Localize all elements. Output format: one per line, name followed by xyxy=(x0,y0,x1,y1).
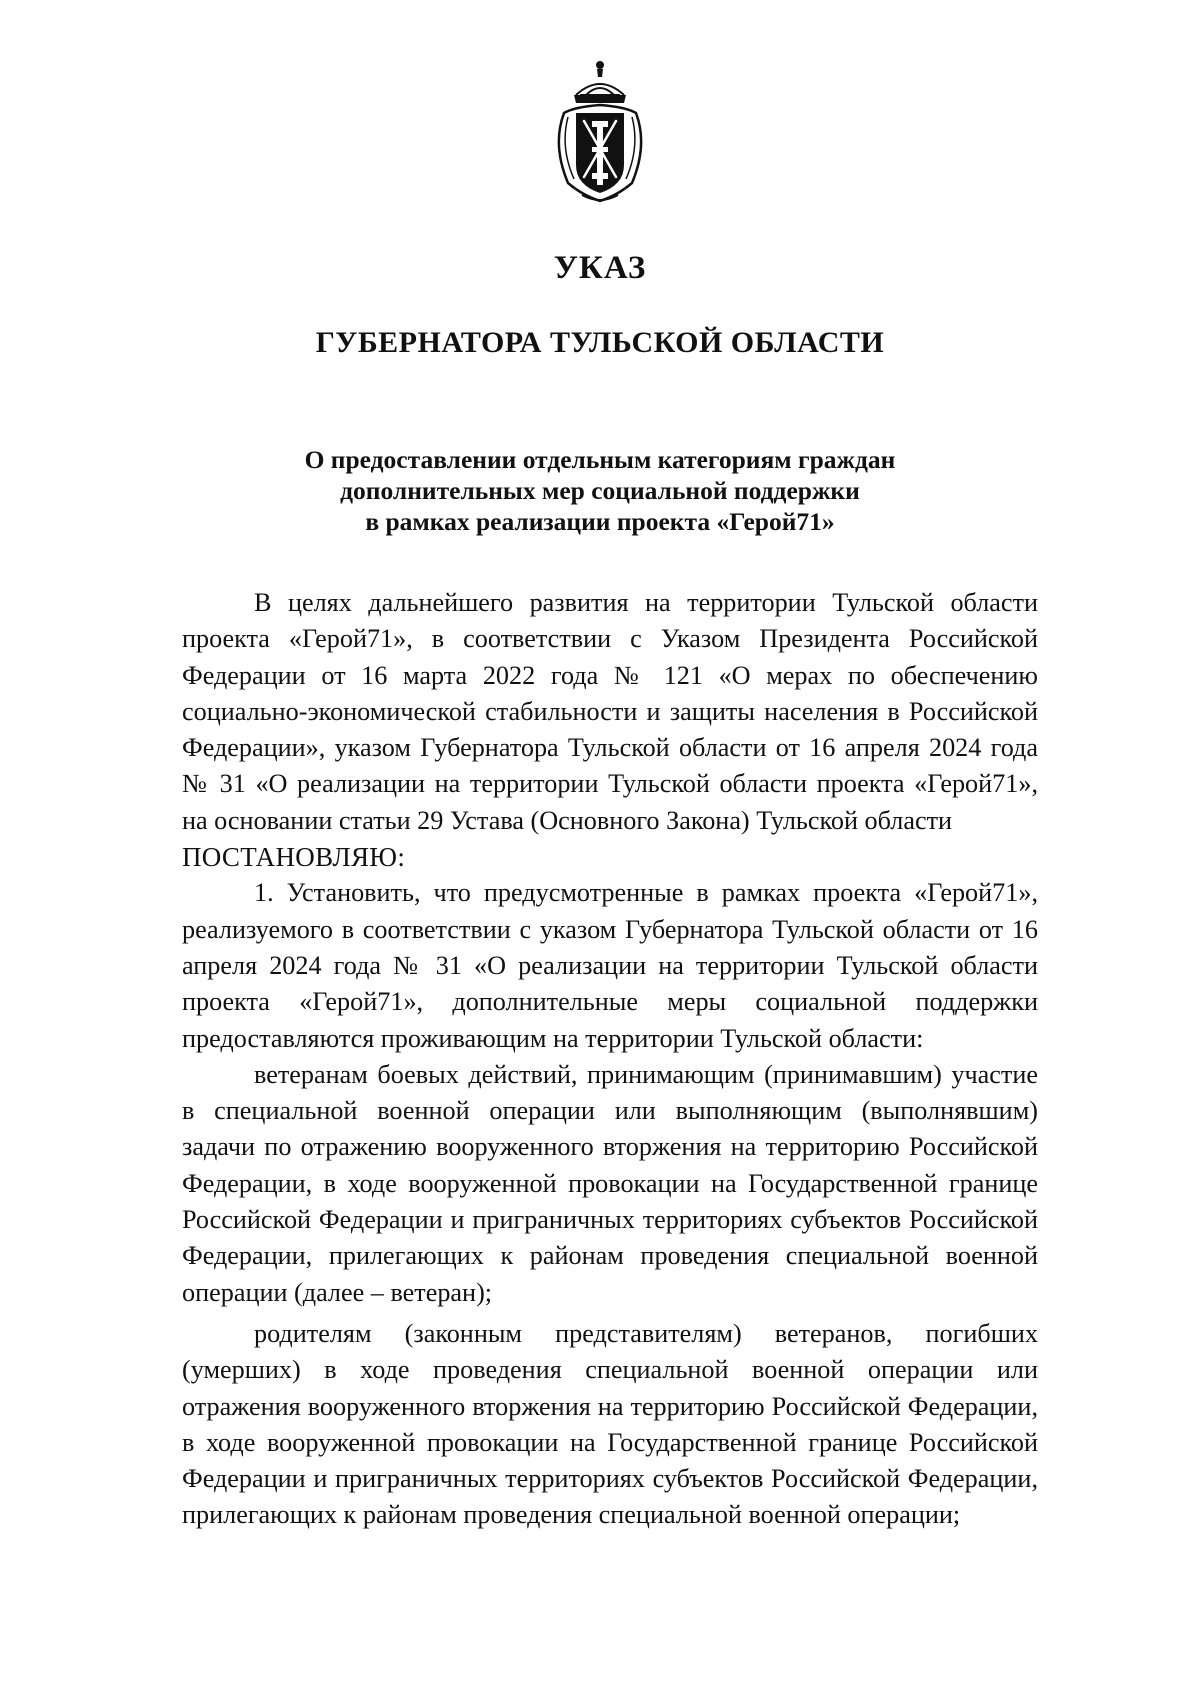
clause-paragraph: 1. Установить, что предусмотренные в рамках проекта «Герой71», реализуемого в соответствии с указом Губернатора Тульской области от 16 апреля 2024 года № 31 «О реализации на территории Тульской области проекта «Герой71», дополнительные меры социальной поддержки предоставляются проживающим на территории Тульской области: xyxy=(182,878,1038,1053)
subject-line: дополнительных мер социальной поддержки xyxy=(340,476,860,505)
subject-line: О предоставлении отдельным категориям граждан xyxy=(304,445,896,474)
document-subject xyxy=(180,444,1020,537)
document-issuer: ГУБЕРНАТОРА ТУЛЬСКОЙ ОБЛАСТИ xyxy=(315,326,885,359)
list-item-parents: родителям (законным представителям) ветеранов, погибших (умерших) в ходе проведения специальной военной операции или отражения вооруженного вторжения на территорию Российской Федерации, в ходе вооруженной провокации на Государственной границе Российской Федерации и приграничных территориях субъектов Российской Федерации, прилегающих к районам проведения специальной военной операции; xyxy=(182,1318,1038,1530)
preamble-paragraph: В целях дальнейшего развития на территории Тульской области проекта «Герой71», в соответствии с Указом Президента Российской Федерации от 16 марта 2022 года № 121 «О мерах по обеспечению социально-экономической стабильности и защиты населения в Российской Федерации», указом Губернатора Тульской области от 16 апреля 2024 года № 31 «О реализации на территории Тульской области проекта «Герой71», на основании статьи 29 Устава (Основного Закона) Тульской области xyxy=(182,588,1038,835)
tula-coat-of-arms-icon xyxy=(546,55,654,205)
document-title: УКАЗ xyxy=(553,250,647,286)
subject-line: в рамках реализации проекта «Герой71» xyxy=(365,507,835,536)
list-item-veterans: ветеранам боевых действий, принимающим (принимавшим) участие в специальной военной операции или выполняющим (выполнявшим) задачи по отражению вооруженного вторжения на территорию Российской Федерации, в ходе вооруженной провокации на Государственной границе Российской Федерации и приграничных территориях субъектов Российской Федерации, прилегающих к районам проведения специальной военной операции (далее – ветеран); xyxy=(182,1059,1038,1307)
decree-word: ПОСТАНОВЛЯЮ: xyxy=(182,842,406,873)
document-body xyxy=(182,585,1038,1534)
